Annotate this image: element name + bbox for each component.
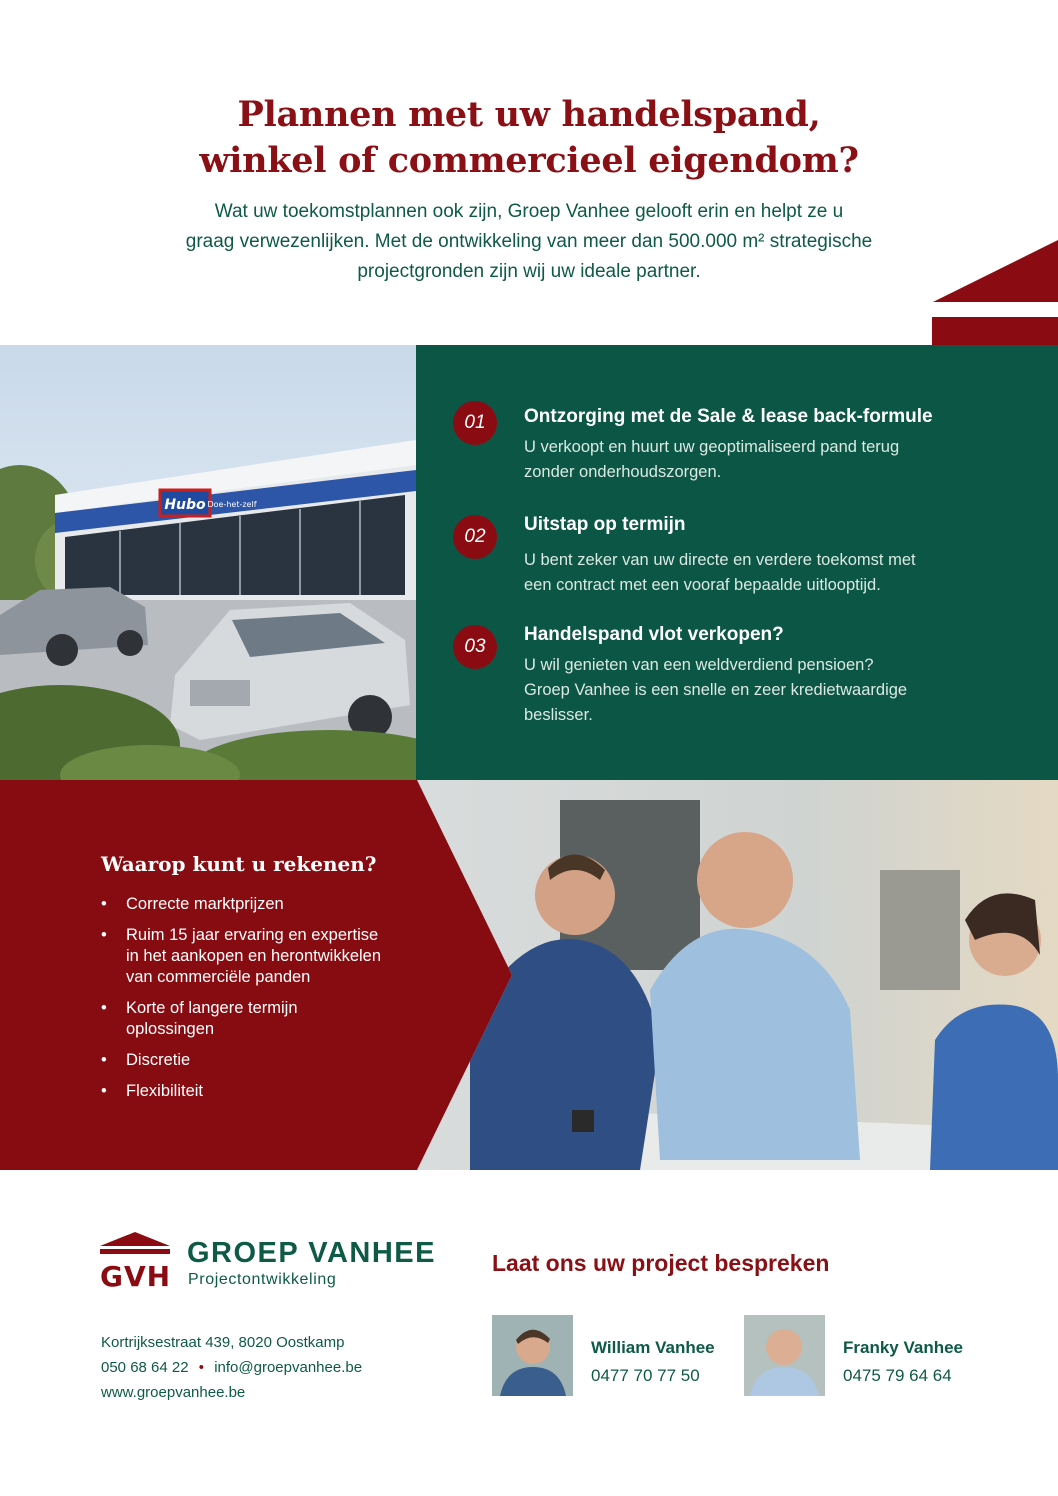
intro-line: graag verwezenlijken. Met de ontwikkeling van meer dan 500.000 m² strategische [185,231,873,252]
feature-title: Uitstap op termijn [524,514,686,535]
list-item: • Correcte marktprijzen [101,894,381,915]
feature-number-badge: 02 [453,515,497,559]
contact-details [101,1330,362,1405]
title-line-1: Plannen met uw handelspand, [237,94,821,135]
list-item-line: Correcte marktprijzen [126,895,284,913]
feature-text-line: U bent zeker van uw directe en verdere toekomst met [524,551,916,569]
list-item-line: van commerciële panden [126,968,311,986]
feature-item [464,405,1044,485]
contact-name: William Vanhee [591,1338,715,1357]
feature-text-line: beslisser. [524,706,593,724]
contact-phone[interactable]: 0475 79 64 64 [843,1366,952,1385]
phone-link[interactable]: 050 68 64 22 [101,1359,189,1376]
feature-item [464,513,1044,598]
page-title [0,92,1058,184]
feature-item [464,623,1044,728]
list-item-line: in het aankopen en herontwikkelen [126,947,382,965]
list-item: • Discretie [101,1050,381,1071]
email-link[interactable]: info@groepvanhee.be [214,1359,363,1376]
feature-text [524,653,1044,728]
list-item-line: Korte of langere termijn [126,999,298,1017]
website-link[interactable]: www.groepvanhee.be [101,1384,246,1401]
list-item: • Flexibiliteit [101,1081,381,1102]
feature-number-badge: 01 [453,401,497,445]
feature-title: Ontzorging met de Sale & lease back-formule [524,406,933,427]
roof-decoration [930,240,1058,302]
feature-text-line: Groep Vanhee is een snelle en zeer kredietwaardige [524,681,908,699]
brand-subtitle: Projectontwikkeling [188,1271,337,1288]
roof-decoration-bar [932,317,1058,345]
feature-text-line: U verkoopt en huurt uw geoptimaliseerd pand terug [524,438,900,456]
feature-text-line: zonder onderhoudszorgen. [524,463,722,481]
intro-paragraph [129,197,929,287]
list-item: • Ruim 15 jaar ervaring en expertise in het aankopen en herontwikkelen van commerciële panden [101,926,382,986]
avatar [492,1315,573,1396]
feature-title: Handelspand vlot verkopen? [524,624,784,645]
list-item: • Korte of langere termijn oplossingen [101,998,381,1040]
contact-name: Franky Vanhee [843,1338,964,1357]
store-sign-sub: Doe-het-zelf [207,500,257,509]
feature-text-line: een contract met een vooraf bepaalde uitlooptijd. [524,576,881,594]
store-photo [0,345,416,780]
title-line-2: winkel of commercieel eigendom? [199,140,859,181]
benefits-list [101,894,381,1112]
feature-number-badge: 03 [453,625,497,669]
features-panel [416,345,1058,780]
intro-line: projectgronden zijn wij uw ideale partner. [357,261,701,282]
cta-heading: Laat ons uw project bespreken [492,1250,830,1276]
list-item-line: Ruim 15 jaar ervaring en expertise [126,926,379,944]
benefits-title: Waarop kunt u rekenen? [101,852,377,876]
brand-name: GROEP VANHEE [187,1237,436,1269]
list-item-line: oplossingen [126,1020,215,1038]
address: Kortrijksestraat 439, 8020 Oostkamp [101,1334,345,1351]
feature-text [524,435,1044,485]
logo-mark: GVH [100,1260,172,1293]
avatar [744,1315,825,1396]
store-sign-text: Hubo [164,497,206,513]
intro-line: Wat uw toekomstplannen ook zijn, Groep Vanhee gelooft erin en helpt ze u [214,201,844,222]
separator: • [198,1359,205,1376]
list-item-line: Flexibiliteit [126,1082,204,1100]
list-item-line: Discretie [126,1051,191,1069]
contact-phone[interactable]: 0477 70 77 50 [591,1366,700,1385]
feature-text-line: U wil genieten van een weldverdiend pensioen? [524,656,874,674]
house-roof-icon [100,1232,170,1246]
feature-text [524,548,1044,598]
